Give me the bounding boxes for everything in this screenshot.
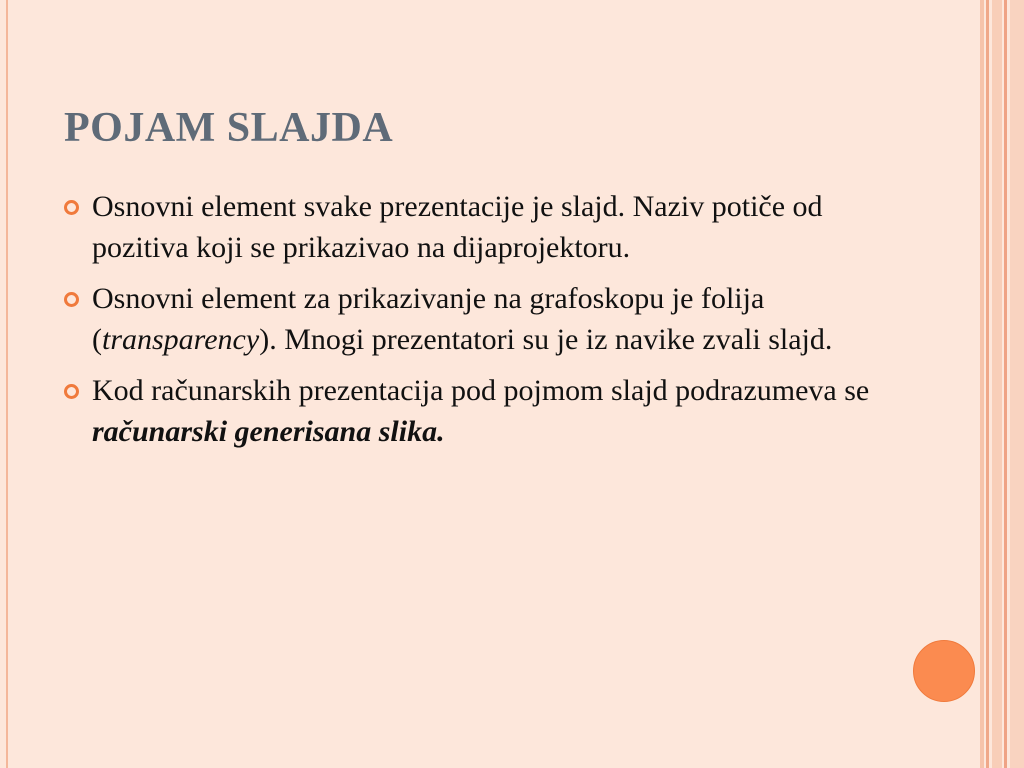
bullet-list — [64, 186, 884, 462]
bullet-text-emphasis: računarski generisana slika. — [92, 415, 445, 448]
bullet-circle-icon — [64, 200, 79, 215]
bullet-text: Osnovni element svake prezentacije je slajd. Naziv potiče od pozitiva koji se prikazivao na dijaprojektoru. — [92, 190, 823, 264]
bullet-item — [64, 278, 884, 360]
left-border — [6, 0, 8, 768]
bullet-text-italic: transparency — [102, 323, 260, 356]
bullet-item — [64, 186, 884, 268]
bullet-circle-icon — [64, 292, 79, 307]
bullet-text-start: Kod računarskih prezentacija pod pojmom slajd podrazumeva se — [92, 374, 870, 407]
bullet-text-end: ). Mnogi prezentatori su je iz navike zvali slajd. — [259, 323, 833, 356]
right-stripe — [980, 0, 984, 768]
right-stripe — [1010, 0, 1024, 768]
bullet-text-start: Osnovni element za prikazivanje na grafoskopu je folija ( — [92, 282, 765, 356]
right-stripe — [992, 0, 1002, 768]
bullet-item — [64, 370, 884, 452]
right-stripe — [986, 0, 989, 768]
slide-title: POJAM SLAJDA — [64, 105, 394, 151]
slide-nav-circle[interactable] — [913, 640, 975, 702]
bullet-circle-icon — [64, 384, 79, 399]
right-stripe — [1004, 0, 1007, 768]
